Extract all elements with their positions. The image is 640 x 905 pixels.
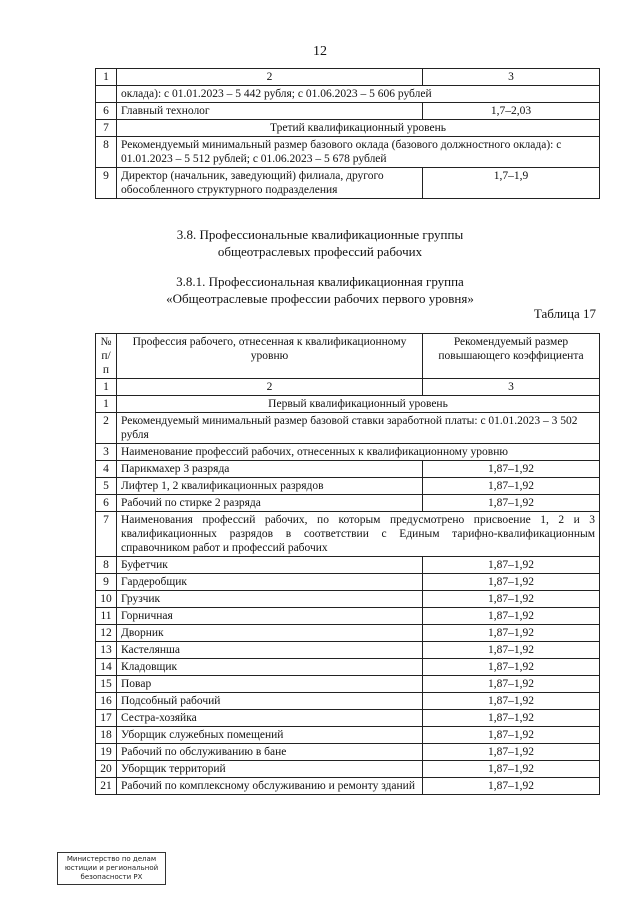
- table-row: [96, 693, 600, 710]
- row-text: Грузчик: [117, 591, 423, 608]
- column-number: 3: [423, 69, 600, 86]
- row-coefficient: 1,87–1,92: [423, 659, 600, 676]
- table-row: [96, 642, 600, 659]
- table-row: [96, 86, 600, 103]
- row-number: 17: [96, 710, 117, 727]
- table-row: [96, 444, 600, 461]
- row-coefficient: 1,87–1,92: [423, 495, 600, 512]
- header-num: № п/п: [96, 334, 117, 379]
- row-coefficient: 1,87–1,92: [423, 608, 600, 625]
- row-coefficient: 1,87–1,92: [423, 710, 600, 727]
- row-coefficient: 1,87–1,92: [423, 727, 600, 744]
- row-text: Директор (начальник, заведующий) филиала, другого обособленного структурного подразделения: [117, 168, 423, 199]
- row-number: 9: [96, 168, 117, 199]
- table-row: [96, 591, 600, 608]
- row-text: Кастелянша: [117, 642, 423, 659]
- row-text: Третий квалификационный уровень: [117, 120, 600, 137]
- row-number: 2: [96, 413, 117, 444]
- table-row: [96, 557, 600, 574]
- row-number: 12: [96, 625, 117, 642]
- row-text: Лифтер 1, 2 квалификационных разрядов: [117, 478, 423, 495]
- row-text: Уборщик территорий: [117, 761, 423, 778]
- table-row: [96, 495, 600, 512]
- table-row: [96, 512, 600, 557]
- table-row: [96, 710, 600, 727]
- page-number: 12: [313, 44, 327, 59]
- table-row: [96, 396, 600, 413]
- row-text: Дворник: [117, 625, 423, 642]
- row-number: 21: [96, 778, 117, 795]
- column-number: 2: [117, 69, 423, 86]
- section-title: [0, 226, 640, 260]
- table-row: [96, 120, 600, 137]
- row-coefficient: 1,87–1,92: [423, 676, 600, 693]
- table-row: [96, 727, 600, 744]
- row-number: 3: [96, 444, 117, 461]
- header-profession: Профессия рабочего, отнесенная к квалификационному уровню: [117, 334, 423, 379]
- table-column-numbers-row: [96, 69, 600, 86]
- row-number: 14: [96, 659, 117, 676]
- row-coefficient: 1,87–1,92: [423, 557, 600, 574]
- row-number: 9: [96, 574, 117, 591]
- row-number: 15: [96, 676, 117, 693]
- row-text: Гардеробщик: [117, 574, 423, 591]
- table-label: Таблица 17: [533, 306, 596, 321]
- table-row: [96, 137, 600, 168]
- row-text: Повар: [117, 676, 423, 693]
- table-row: [96, 659, 600, 676]
- row-text: Подсобный рабочий: [117, 693, 423, 710]
- stamp-line: Министерство по делам: [66, 855, 157, 863]
- row-number: 8: [96, 557, 117, 574]
- column-number: 1: [96, 69, 117, 86]
- row-text: Сестра-хозяйка: [117, 710, 423, 727]
- section-title-line: общеотраслевых профессий рабочих: [217, 244, 423, 259]
- row-coefficient: 1,87–1,92: [423, 625, 600, 642]
- row-number: 13: [96, 642, 117, 659]
- table-row: [96, 461, 600, 478]
- row-coefficient: 1,87–1,92: [423, 761, 600, 778]
- row-text: Буфетчик: [117, 557, 423, 574]
- row-coefficient: 1,87–1,92: [423, 744, 600, 761]
- row-coefficient: 1,87–1,92: [423, 642, 600, 659]
- column-number: 2: [117, 379, 423, 396]
- row-number: 10: [96, 591, 117, 608]
- section-title-line: 3.8. Профессиональные квалификационные группы: [176, 227, 464, 242]
- row-number: 7: [96, 512, 117, 557]
- row-coefficient: 1,87–1,92: [423, 693, 600, 710]
- row-text: Главный технолог: [117, 103, 423, 120]
- row-number: 1: [96, 396, 117, 413]
- row-number: 4: [96, 461, 117, 478]
- row-number: 5: [96, 478, 117, 495]
- table-header-row: [96, 334, 600, 379]
- column-number: 1: [96, 379, 117, 396]
- table-row: [96, 676, 600, 693]
- row-number: [96, 86, 117, 103]
- table-row: [96, 744, 600, 761]
- row-coefficient: 1,7–1,9: [423, 168, 600, 199]
- row-text: Рабочий по обслуживанию в бане: [117, 744, 423, 761]
- row-number: 19: [96, 744, 117, 761]
- row-text: Парикмахер 3 разряда: [117, 461, 423, 478]
- row-coefficient: 1,87–1,92: [423, 461, 600, 478]
- row-coefficient: 1,87–1,92: [423, 591, 600, 608]
- row-number: 20: [96, 761, 117, 778]
- header-coef: Рекомендуемый размер повышающего коэффициента: [423, 334, 600, 379]
- table-column-numbers-row: [96, 379, 600, 396]
- stamp-line: юстиции и региональной: [64, 864, 159, 872]
- row-coefficient: 1,7–2,03: [423, 103, 600, 120]
- table-row: [96, 625, 600, 642]
- subsection-title-line: 3.8.1. Профессиональная квалификационная группа: [176, 274, 464, 289]
- ministry-stamp: [57, 852, 166, 885]
- row-text: Рабочий по стирке 2 разряда: [117, 495, 423, 512]
- row-text: оклада): с 01.01.2023 – 5 442 рубля; с 01.06.2023 – 5 606 рублей: [117, 86, 600, 103]
- table-row: [96, 103, 600, 120]
- table-17: [95, 333, 600, 795]
- row-coefficient: 1,87–1,92: [423, 478, 600, 495]
- row-number: 6: [96, 103, 117, 120]
- row-text: Уборщик служебных помещений: [117, 727, 423, 744]
- column-number: 3: [423, 379, 600, 396]
- table-row: [96, 608, 600, 625]
- row-text: Рекомендуемый минимальный размер базового оклада (базового должностного оклада): с 01.01.2023 – 5 512 рублей; с 01.06.2023 – 5 678 рублей: [117, 137, 600, 168]
- table-continued: [95, 68, 600, 199]
- row-number: 16: [96, 693, 117, 710]
- table-row: [96, 761, 600, 778]
- stamp-line: безопасности РХ: [80, 873, 143, 881]
- row-number: 11: [96, 608, 117, 625]
- table-row: [96, 413, 600, 444]
- row-coefficient: 1,87–1,92: [423, 574, 600, 591]
- row-coefficient: 1,87–1,92: [423, 778, 600, 795]
- row-number: 18: [96, 727, 117, 744]
- table-row: [96, 778, 600, 795]
- row-text: Рабочий по комплексному обслуживанию и ремонту зданий: [117, 778, 423, 795]
- row-text: Рекомендуемый минимальный размер базовой ставки заработной платы: с 01.01.2023 – 3 502 рубля: [117, 413, 600, 444]
- row-number: 8: [96, 137, 117, 168]
- table-row: [96, 574, 600, 591]
- row-text: Наименования профессий рабочих, по которым предусмотрено присвоение 1, 2 и 3 квалификационных разрядов в соответствии с Единым тарифно-квалификационным справочником работ и профессий рабочих: [117, 512, 600, 557]
- table-row: [96, 168, 600, 199]
- row-text: Наименование профессий рабочих, отнесенных к квалификационному уровню: [117, 444, 600, 461]
- row-text: Кладовщик: [117, 659, 423, 676]
- table-row: [96, 478, 600, 495]
- row-text: Первый квалификационный уровень: [117, 396, 600, 413]
- row-number: 7: [96, 120, 117, 137]
- row-text: Горничная: [117, 608, 423, 625]
- subsection-title-line: «Общеотраслевые профессии рабочих первого уровня»: [166, 291, 474, 306]
- subsection-title: [0, 273, 640, 307]
- row-number: 6: [96, 495, 117, 512]
